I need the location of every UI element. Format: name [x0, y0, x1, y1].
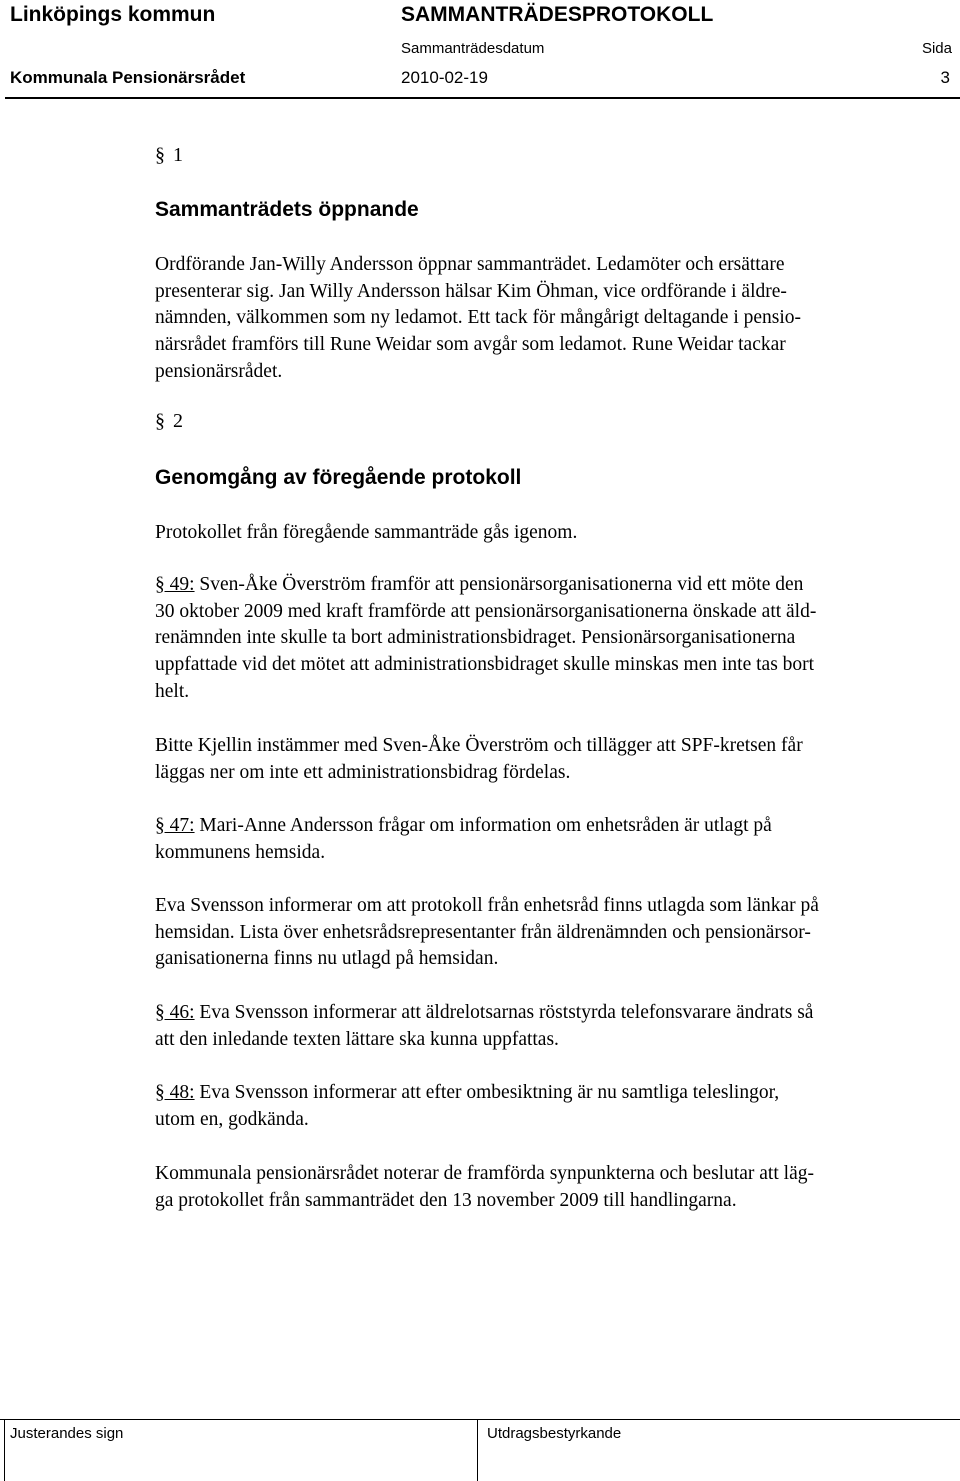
text-line: kommunens hemsida.: [155, 841, 326, 863]
section-number: 1: [173, 144, 183, 166]
text-line: helt.: [155, 680, 190, 702]
text-line: Eva Svensson informerar att efter ombesiktning är nu samtliga teleslingor,: [194, 1082, 780, 1103]
reference-48: § 48:: [155, 1082, 195, 1103]
body-name: Kommunala Pensionärsrådet: [10, 68, 246, 87]
text-line: Sven-Åke Överström framför att pensionärsorganisationerna vid ett möte den: [194, 574, 804, 595]
signature-label: Justerandes sign: [10, 1425, 124, 1442]
paragraph-49: [155, 572, 950, 706]
section-2-intro: [155, 520, 950, 547]
paragraph-48: [155, 1080, 950, 1133]
text-line: Kommunala pensionärsrådet noterar de framförda synpunkterna och beslutar att läg-: [155, 1163, 814, 1184]
paragraph-eva: [155, 893, 950, 973]
paragraph-decision: [155, 1161, 950, 1214]
footer-border-left: [4, 1419, 5, 1481]
text-line: att den inledande texten lättare ska kunna uppfattas.: [155, 1028, 559, 1050]
text-line: läggas ner om inte ett administrationsbidrag fördelas.: [155, 761, 571, 783]
organization-name: Linköpings kommun: [10, 3, 216, 26]
text-line: presenterar sig. Jan Willy Andersson hälsar Kim Öhman, vice ordförande i äldre-: [155, 280, 787, 302]
text-line: utom en, godkända.: [155, 1108, 309, 1130]
page-number: 3: [940, 68, 950, 87]
text-line: Eva Svensson informerar om att protokoll från enhetsråd finns utlagda som länkar på: [155, 895, 819, 916]
text-line: ganisationerna finns nu utlagd på hemsidan.: [155, 948, 499, 970]
text-line: Mari-Anne Andersson frågar om information om enhetsråden är utlagt på: [194, 815, 772, 836]
text-line: hemsidan. Lista över enhetsrådsrepresentanter från äldrenämnden och pensionärsor-: [155, 921, 811, 943]
extract-label: Utdragsbestyrkande: [487, 1425, 622, 1442]
text-line: uppfattade vid det mötet att administrationsbidraget skulle minskas men inte tas bort: [155, 654, 815, 676]
section-2-marker: [155, 410, 183, 433]
text-line: Protokollet från föregående sammanträde gås igenom.: [155, 522, 578, 543]
section-1-marker: [155, 144, 183, 167]
text-line: 30 oktober 2009 med kraft framförde att pensionärsorganisationerna önskade att äld-: [155, 600, 817, 622]
section-1-heading: Sammanträdets öppnande: [155, 198, 419, 221]
document-title: SAMMANTRÄDESPROTOKOLL: [401, 3, 714, 26]
section-1-paragraph: [155, 252, 950, 386]
text-line: ga protokollet från sammanträdet den 13 november 2009 till handlingarna.: [155, 1189, 737, 1211]
paragraph-bitte: [155, 733, 950, 786]
text-line: pensionärsrådet.: [155, 360, 283, 382]
text-line: Eva Svensson informerar att äldrelotsarnas röststyrda telefonsvarare ändrats så: [194, 1002, 814, 1023]
date-label: Sammanträdesdatum: [401, 40, 545, 57]
header-divider: [5, 97, 960, 99]
meeting-date: 2010-02-19: [401, 68, 488, 87]
text-line: närsrådet framförs till Rune Weidar som avgår som ledamot. Rune Weidar tackar: [155, 334, 786, 356]
reference-46: § 46:: [155, 1002, 195, 1023]
paragraph-sign: §: [155, 410, 165, 432]
reference-49: § 49:: [155, 574, 195, 595]
text-line: Bitte Kjellin instämmer med Sven-Åke Överström och tillägger att SPF-kretsen får: [155, 735, 803, 756]
section-number: 2: [173, 410, 183, 432]
paragraph-47: [155, 813, 950, 866]
section-2-heading: Genomgång av föregående protokoll: [155, 466, 522, 489]
footer-divider: [0, 1419, 960, 1420]
reference-47: § 47:: [155, 815, 195, 836]
text-line: renämnden inte skulle ta bort administrationsbidraget. Pensionärsorganisationerna: [155, 627, 796, 649]
paragraph-sign: §: [155, 144, 165, 166]
text-line: Ordförande Jan-Willy Andersson öppnar sammanträdet. Ledamöter och ersättare: [155, 254, 785, 275]
page-label: Sida: [921, 40, 952, 57]
footer-separator: [477, 1419, 478, 1481]
text-line: nämnden, välkommen som ny ledamot. Ett tack för mångårigt deltagande i pensio-: [155, 307, 802, 329]
paragraph-46: [155, 1000, 950, 1053]
